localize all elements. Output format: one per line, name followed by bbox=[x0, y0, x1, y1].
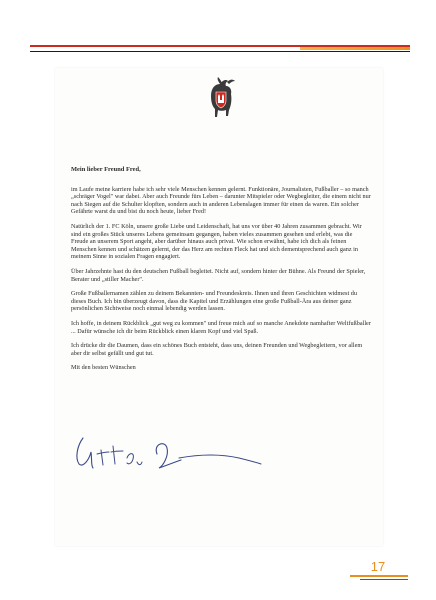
letter-body bbox=[71, 166, 371, 372]
header-rule-black bbox=[30, 51, 410, 52]
letter-paragraph: Über Jahrzehnte hast du den deutschen Fußball begleitet. Nicht auf, sondern hinter der Bühne. Als Freund der Spieler, Berater und „stiller Macher". bbox=[71, 267, 366, 283]
letter-scan bbox=[55, 68, 383, 546]
letter-paragraph: im Laufe meine karriere habe ich sehr viele Menschen kennen gelernt. Funktionäre, Journalisten, Fußballer – so manch „schräger Vogel" war dabei. Aber auch Freunde fürs Leben – darunter Mitspieler oder Wegbegleiter, die einem nicht nur nach Siegen auf die Schulter klopften, sondern auch in anderen Lebenslagen immer für einen da waren. Ein solcher Gefährte warst du und bist du noch heute, lieber Fred! bbox=[71, 185, 371, 216]
page-number: 17 bbox=[370, 559, 386, 574]
fc-koeln-goat-crest-icon bbox=[205, 76, 237, 122]
letter-closing: Mit den besten Wünschen bbox=[71, 364, 136, 372]
letter-paragraph: Natürlich der 1. FC Köln, unsere große Liebe und Leidenschaft, hat uns vor über 40 Jahren zusammen gebracht. Wir sind ein großes Stück unseres Lebens gemeinsam gegangen, haben vieles zusammen gesehen und erlebt, was die Freude an unserem Sport angeht, aber darüber hinaus auch privat. Wie schon erwähnt, habe ich dich als feinen Menschen kennen und schätzen gelernt, der das Herz am rechten Fleck hat und sich dementsprechend auch ganz in meinem Sinne in sozialen Fragen engagiert. bbox=[71, 222, 362, 261]
letter-paragraph: Große Fußballernamen zählen zu deinem Bekannten- und Freundeskreis. Ihnen und ihren Geschichten widmest du dieses Buch. Ich bin überzeugt davon, dass die Kapitel und Erzählungen eine große Fußball-Ära aus deiner ganz persönlichen Sichtweise noch einmal lebendig werden lassen. bbox=[71, 290, 357, 313]
letter-paragraph: Ich hoffe, in deinem Rückblick „gut weg zu kommen" und freue mich auf so manche Anekdote namhafter Weltfußballer ... Dafür wünsche ich dir beim Rückblick einen klaren Kopf und viel Spaß. bbox=[71, 319, 371, 335]
footer-rule-red bbox=[360, 579, 408, 580]
header-rule-accent bbox=[300, 47, 410, 50]
footer-rule-orange bbox=[350, 575, 408, 577]
letter-paragraph: Ich drücke dir die Daumen, dass ein schönes Buch entsteht, dass uns, deinen Freunden und Wegbegleitern, vor allem aber dir selbst gefällt und gut tut. bbox=[71, 342, 363, 357]
letter-salutation: Mein lieber Freund Fred, bbox=[71, 166, 141, 173]
handwritten-signature bbox=[71, 432, 301, 472]
